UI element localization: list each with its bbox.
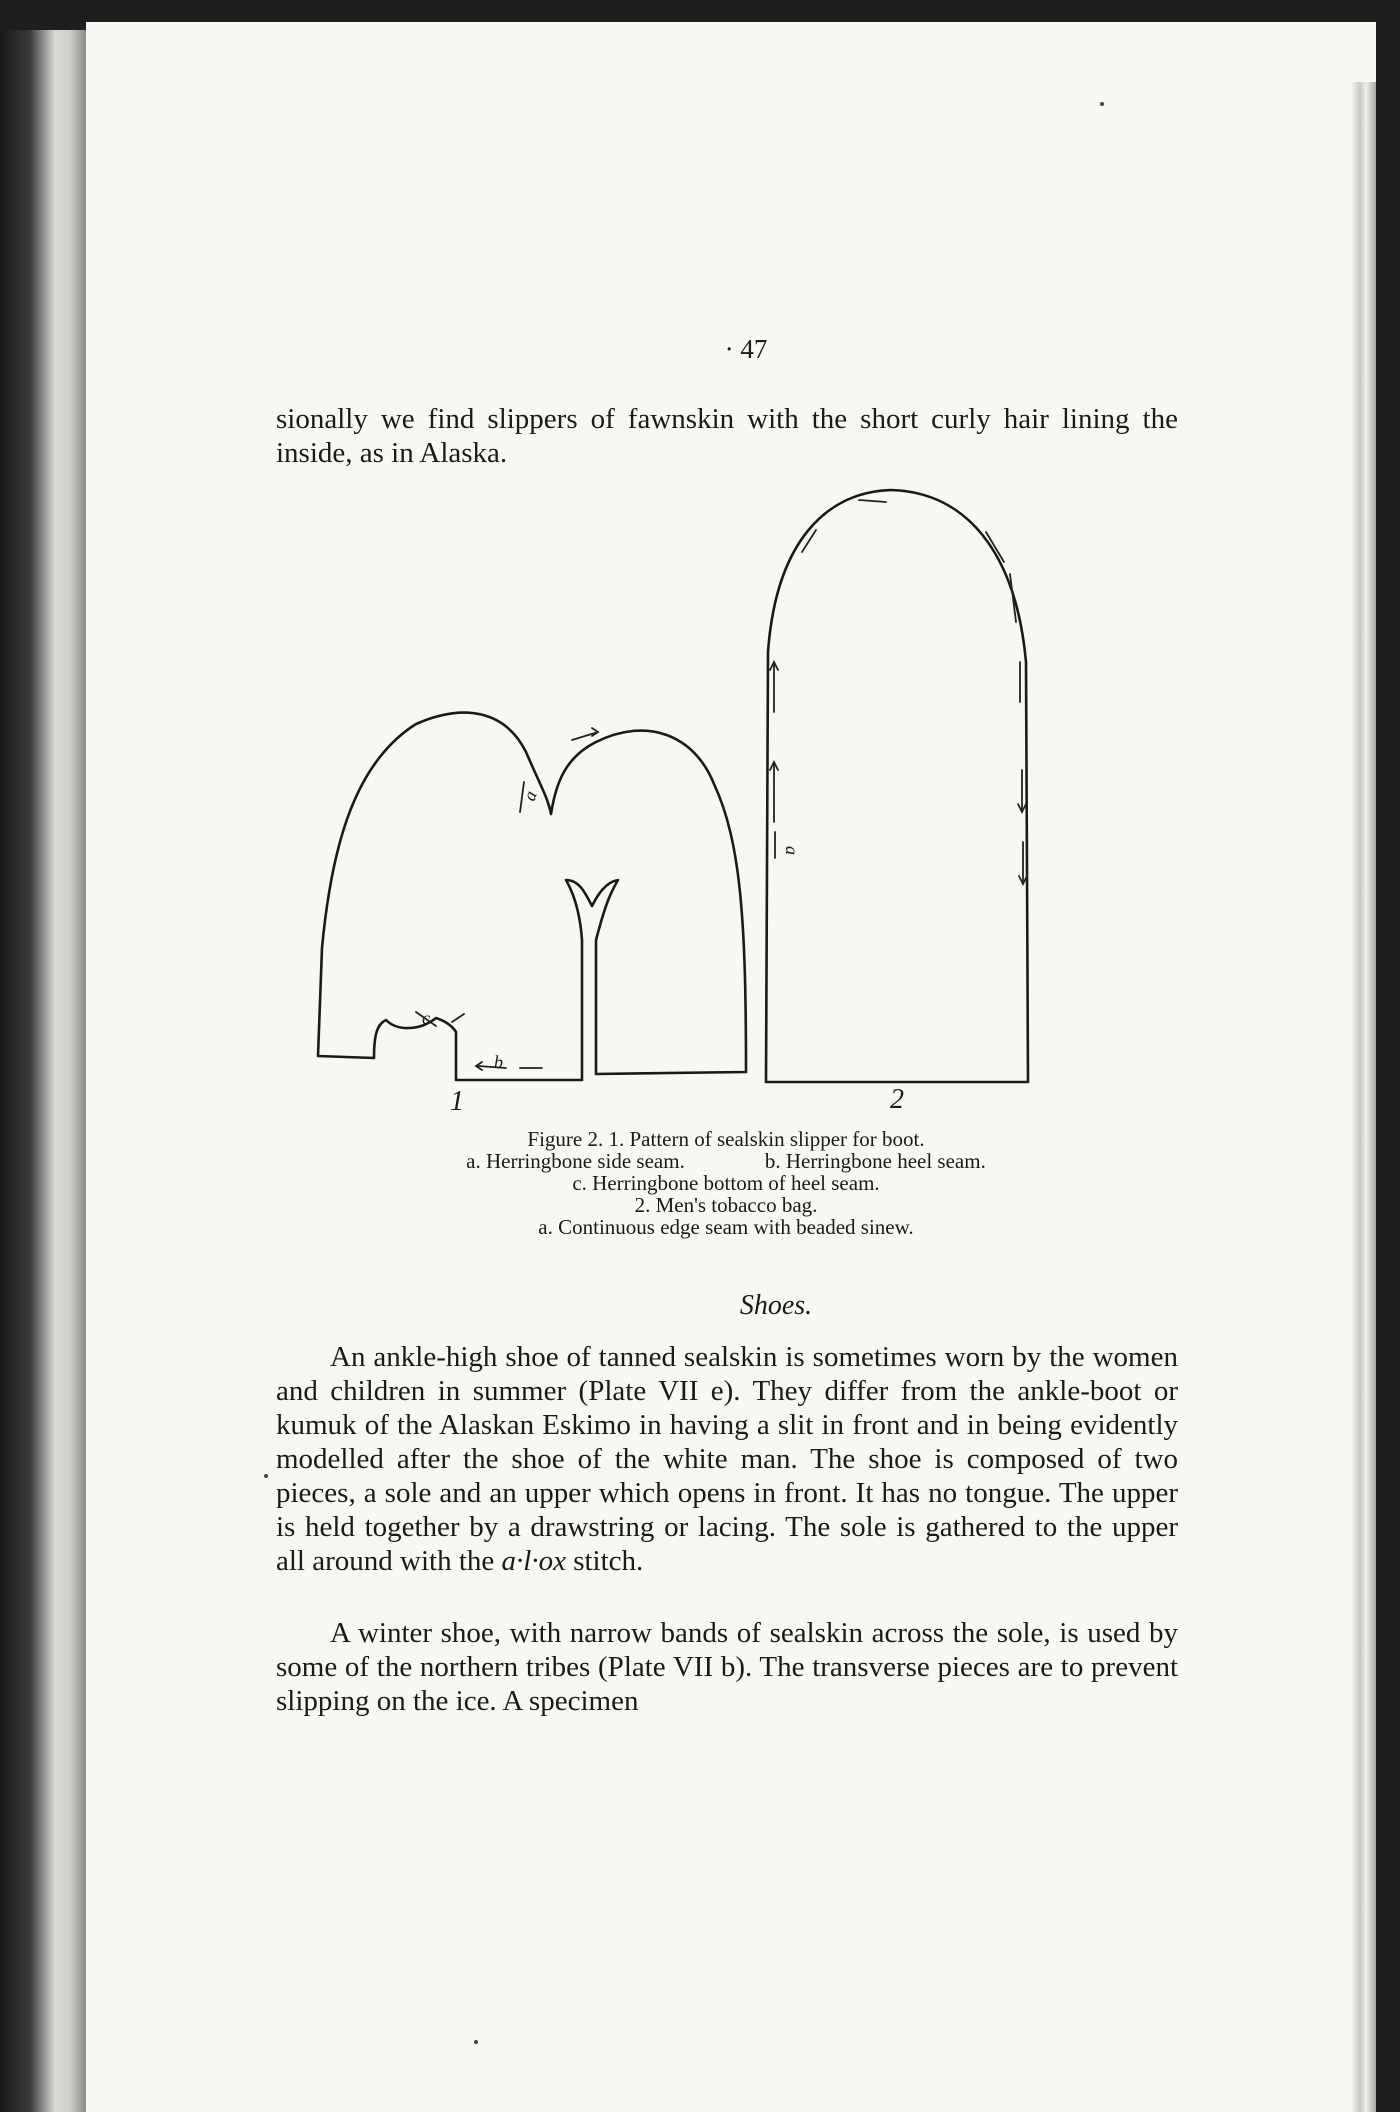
paper-speck: [264, 1474, 268, 1478]
paragraph-text: An ankle-high shoe of tanned sealskin is sometimes worn by the women and children in summer (Plate VII e). They differ from the ankle-boot or kumuk of the Alaskan Eskimo in having a slit in front and in being evidently modelled after the shoe of the white man. The shoe is composed of two pieces, a sole and an upper which opens in front. It has no tongue. The upper is held together by a drawstring or lacing. The sole is gathered to the upper all around with the: [276, 1341, 1178, 1577]
seam-label-b: b: [494, 1052, 503, 1072]
seam-label-a: a: [518, 788, 541, 804]
slipper-pattern-outline: [318, 713, 746, 1080]
paper-speck: [1100, 102, 1104, 106]
paragraph-shoes-2: A winter shoe, with narrow bands of sealskin across the sole, is used by some of the northern tribes (Plate VII b). The transverse pieces are to prevent slipping on the ice. A specimen: [276, 1617, 1178, 1717]
section-heading: Shoes.: [739, 1290, 813, 1321]
caption-item-b: b. Herringbone heel seam.: [764, 1149, 986, 1173]
caption-item-a: a. Herringbone side seam.: [466, 1149, 685, 1173]
paragraph-text: stitch.: [565, 1545, 644, 1577]
paragraph-intro: sionally we find slippers of fawnskin with the short curly hair lining the inside, as in Alaska.: [276, 403, 1178, 469]
caption-line: 2. Men's tobacco bag.: [634, 1193, 818, 1217]
stitch-term: a·l·ox: [501, 1545, 566, 1577]
figure-2-patterns: [86, 22, 1376, 1172]
caption-line: [286, 1150, 1166, 1172]
paragraph-shoes-1: [276, 1340, 1178, 1578]
page-number: · 47: [724, 334, 768, 364]
book-page: [86, 22, 1376, 2112]
seam-label-a-bag: a: [782, 846, 802, 855]
caption-line: Figure 2. 1. Pattern of sealskin slipper for boot.: [527, 1127, 925, 1151]
figure-label-1: 1: [450, 1086, 464, 1117]
paper-speck: [474, 2040, 478, 2044]
left-page-edge: [0, 30, 86, 2112]
seam-label-c: c: [422, 1008, 430, 1028]
tobacco-bag-pattern-outline: [766, 490, 1028, 1082]
figure-caption: [286, 1128, 1166, 1238]
figure-label-2: 2: [890, 1084, 904, 1115]
caption-line: c. Herringbone bottom of heel seam.: [572, 1171, 880, 1195]
caption-line: a. Continuous edge seam with beaded sinew.: [538, 1215, 914, 1239]
